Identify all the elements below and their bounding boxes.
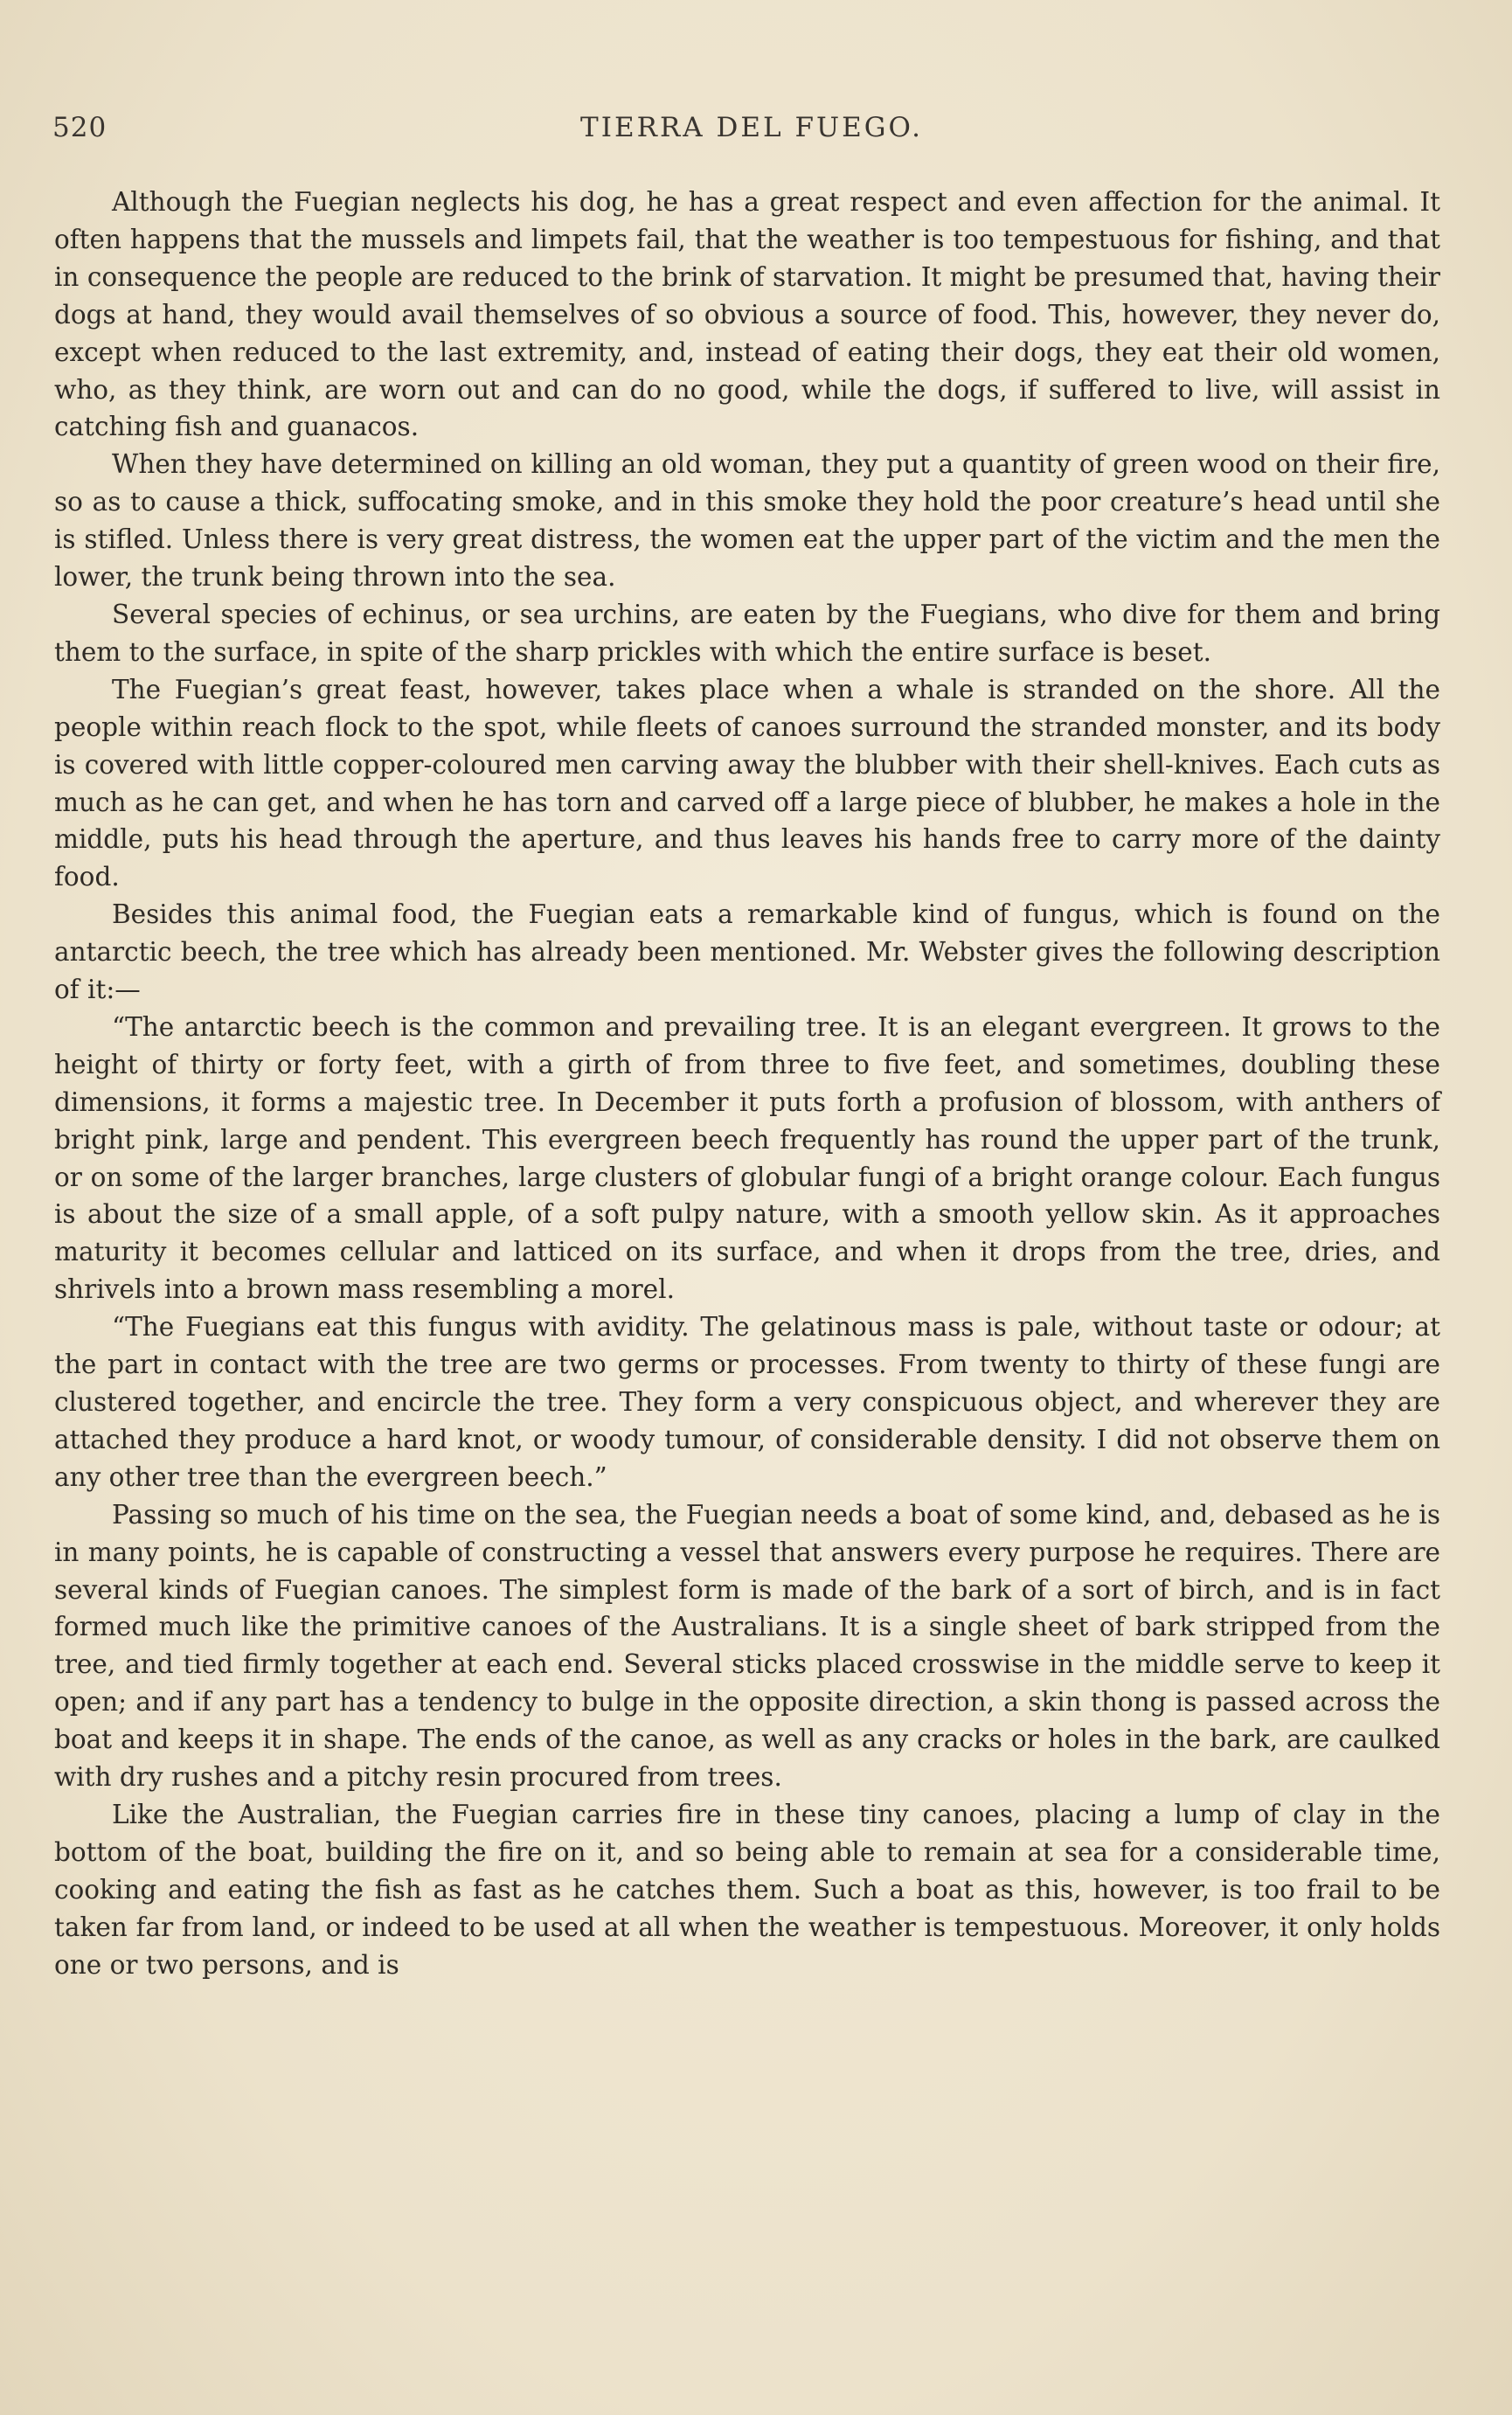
page-number: 520 — [52, 112, 108, 143]
paragraph: When they have determined on killing an old woman, they put a quantity of green wood on their fire, so as to cause a thick, suffocating smoke, and in this smoke they hold the poor creature’s head until she is stifled. Unless there is very great distress, the women eat the upper part of the victim and the men the lower, the trunk being thrown into the sea. — [54, 449, 1440, 593]
paragraph: Passing so much of his time on the sea, the Fuegian needs a boat of some kind, and, debased as he is in many points, he is capable of constructing a vessel that answers every purpose he requires. There are several kinds of Fuegian canoes. The simplest form is made of the bark of a sort of birch, and is in fact formed much like the primitive canoes of the Australians. It is a single sheet of bark stripped from the tree, and tied firmly together at each end. Several sticks placed crosswise in the middle serve to keep it open; and if any part has a tendency to bulge in the opposite direction, a skin thong is passed across the boat and keeps it in shape. The ends of the canoe, as well as any cracks or holes in the bark, are caulked with dry rushes and a pitchy resin procured from trees. — [54, 1499, 1440, 1793]
paragraph: The Fuegian’s great feast, however, takes place when a whale is stranded on the shore. All the people within reach flock to the spot, while fleets of canoes surround the stranded monster, and its body is covered with little copper-coloured men carving away the blubber with their shell-knives. Each cuts as much as he can get, and when he has torn and carved off a large piece of blubber, he makes a hole in the middle, puts his head through the aperture, and thus leaves his hands free to carry more of the dainty food. — [54, 674, 1440, 892]
paragraph: “The Fuegians eat this fungus with avidity. The gelatinous mass is pale, without taste or odour; at the part in contact with the tree are two germs or processes. From twenty to thirty of these fungi are clustered together, and encircle the tree. They form a very conspicuous object, and wherever they are attached they produce a hard knot, or woody tumour, of considerable density. I did not observe them on any other tree than the evergreen beech.” — [54, 1312, 1440, 1492]
paragraph: Although the Fuegian neglects his dog, he has a great respect and even affection for the animal. It often happens that the mussels and limpets fail, that the weather is too tempestuous for fishing, and that in consequence the people are reduced to the brink of starvation. It might be presumed that, having their dogs at hand, they would avail themselves of so obvious a source of food. This, however, they never do, except when reduced to the last extremity, and, instead of eating their dogs, they eat their old women, who, as they think, are worn out and can do no good, while the dogs, if suffered to live, will assist in catching fish and guanacos. — [54, 187, 1440, 442]
paragraph: Besides this animal food, the Fuegian eats a remarkable kind of fungus, which is found on the antarctic beech, the tree which has already been mentioned. Mr. Webster gives the following description of it:— — [54, 899, 1440, 1005]
running-title: TIERRA DEL FUEGO. — [580, 112, 923, 143]
paragraph: Like the Australian, the Fuegian carries fire in these tiny canoes, placing a lump of clay in the bottom of the boat, building the fire on it, and so being able to remain at sea for a considerable time, cooking and eating the fish as fast as he catches them. Such a boat as this, however, is too frail to be taken far from land, or indeed to be used at all when the weather is tempestuous. Moreover, it only holds one or two persons, and is — [54, 1799, 1440, 1980]
body-text — [54, 184, 1440, 1984]
page-header — [52, 112, 1451, 156]
paragraph: “The antarctic beech is the common and prevailing tree. It is an elegant evergreen. It grows to the height of thirty or forty feet, with a girth of from three to five feet, and sometimes, doubling these dimensions, it forms a majestic tree. In December it puts forth a profusion of blossom, with anthers of bright pink, large and pendent. This evergreen beech frequently has round the upper part of the trunk, or on some of the larger branches, large clusters of globular fungi of a bright orange colour. Each fungus is about the size of a small apple, of a soft pulpy nature, with a smooth yellow skin. As it approaches maturity it becomes cellular and latticed on its surface, and when it drops from the tree, dries, and shrivels into a brown mass resembling a morel. — [54, 1011, 1440, 1305]
paragraph: Several species of echinus, or sea urchins, are eaten by the Fuegians, who dive for them and bring them to the surface, in spite of the sharp prickles with which the entire surface is beset. — [54, 599, 1440, 667]
